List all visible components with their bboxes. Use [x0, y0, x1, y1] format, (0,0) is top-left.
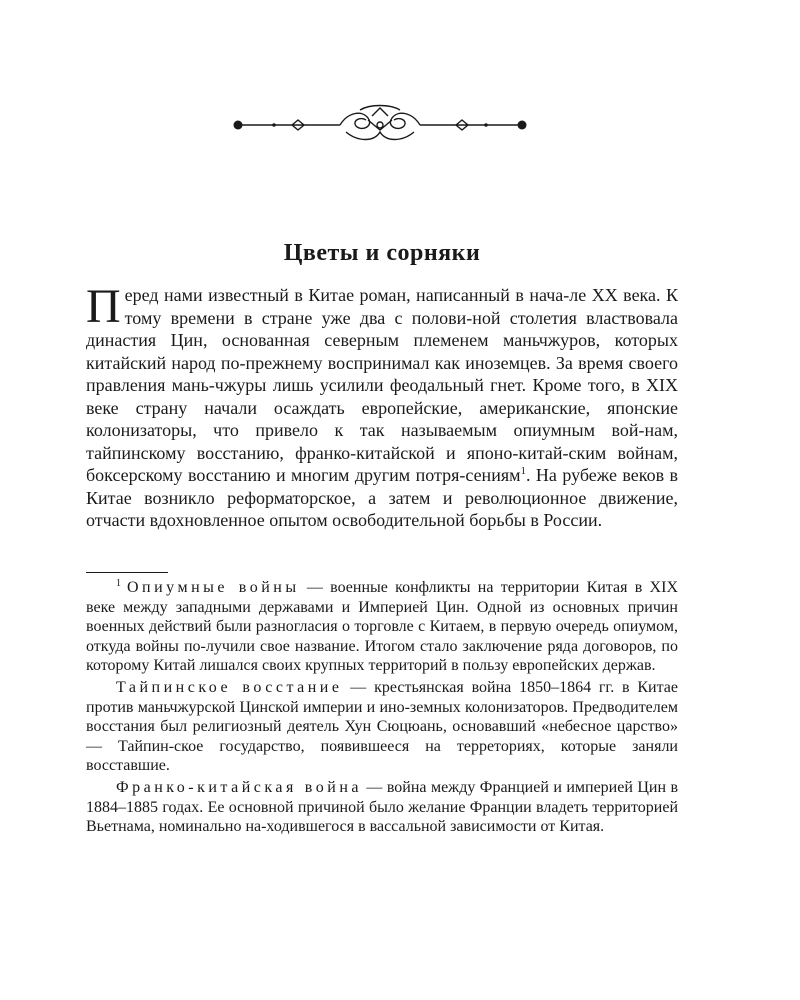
footnote-number: 1 — [116, 577, 121, 589]
footnote-ref[interactable]: 1 — [520, 465, 526, 477]
main-paragraph — [86, 280, 679, 532]
footnote-divider — [86, 572, 168, 573]
footnote-sino-french — [86, 778, 678, 837]
footnote-opium-wars — [86, 578, 678, 676]
footnote-term: Опиумные войны — [127, 579, 300, 596]
footnotes-block — [86, 578, 678, 839]
paragraph-text: еред нами известный в Китае роман, написанный в нача-ле XX века. К тому времени в стране уже два с полови-ной столетия властвовала династия Цин, основанная северным племенем маньчжуров, которых китайский народ по-прежнему воспринимал как иноземцев. За время своего правления мань-чжуры лишь усилили феодальный гнет. Кроме того, в XIX веке страну начали осаждать европейские, американские, японские колонизаторы, что привело к так называемым опиумным вой-нам, тайпинскому восстанию, франко-китайской и японо-китай-ским войнам, боксерскому восстанию и многим другим потря-сениям — [86, 285, 678, 485]
footnote-text: — военные конфликты на территории Китая в XIX веке между западными державами и Империей Цин. Одной из основных причин военных действий были разногласия о торговле с Китаем, в первую очередь опиумом, откуда войны по-лучили свое название. Итогом стало заключение ряда договоров, по которому Китай лишался своих крупных территорий в пользу европейских держав. — [86, 579, 678, 675]
paragraph-text-end: . На рубеже веков в Китае возникло реформаторское, а затем и революционное движение, отчасти вдохновленное опытом освободительной борьбы в России. — [86, 465, 679, 530]
chapter-title: Цветы и сорняки — [283, 240, 481, 266]
footnote-text: — война между Францией и империей Цин в 1884–1885 годах. Ее основной причиной было желание Франции владеть территорией Вьетнама, номинально на-ходившегося в вассальной зависимости от Китая. — [86, 778, 679, 836]
footnote-text: — крестьянская война 1850–1864 гг. в Китае против маньчжурской Цинской империи и ино-земных колонизаторов. Предводителем восстания был религиозный деятель Хун Сюцюань, основавший «небесное царство» — Тайпин-ское государство, появившееся на терреториях, которые заняли восставшие. — [86, 678, 678, 775]
ornament-flourish-icon — [228, 102, 532, 148]
footnote-term: Тайпинское восстание — [116, 678, 343, 696]
footnote-term: Франко-китайская война — [116, 778, 362, 796]
footnote-taiping — [86, 678, 678, 776]
drop-cap: П — [86, 280, 121, 333]
